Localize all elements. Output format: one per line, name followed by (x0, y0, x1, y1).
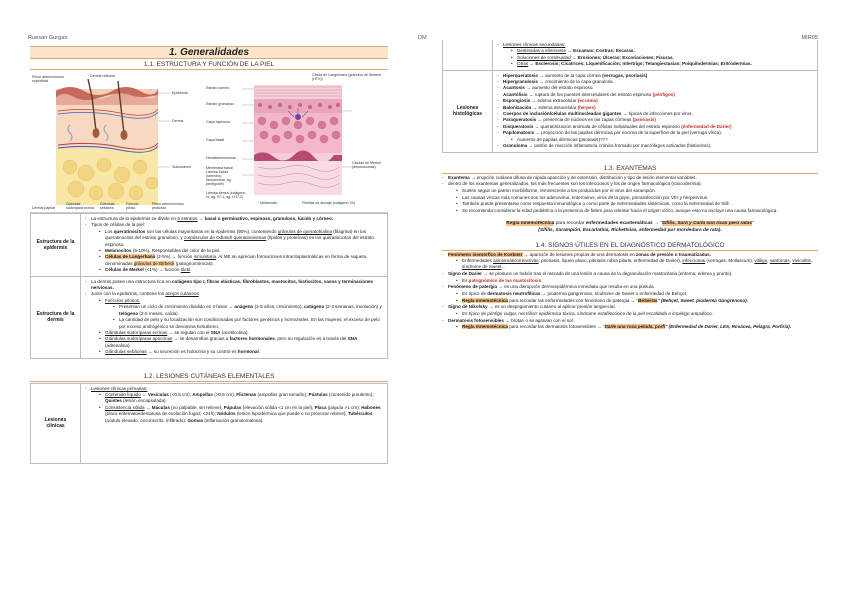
list-item: • Regla mnemotécnica para recordar las enfermedades con fenómeno de patergia → "BeSerGa" (Behçet, Sweet, pioderma Gangrenoso). (456, 298, 818, 304)
signos-content (442, 252, 818, 331)
list-item: - Signo de Darier → se produce un habón tras el rascado de una lesión a causa de la degranulación mastocitaria (eritema, edema y prurito). • Es patognómico de las mastocitosis. (442, 271, 818, 284)
label-fibrillas-anclaje: Fibrillas de anclaje (colágeno VII) (302, 201, 356, 205)
skin-cross-section-figure (30, 71, 202, 212)
list-item: • Es típico de pénfigo vulgar, necrólisis epidérmica tóxica, síndrome estafilocócico de la piel escaldada e impétigo ampolloso. (456, 311, 818, 317)
label-epidermis: Epidermis (172, 91, 188, 95)
row-key-epidermis: Estructura de la epidermis (31, 214, 81, 277)
skin-figure (30, 71, 388, 213)
list-item: • Folículos pilosos. • Presentan un ciclo de crecimiento dividido en 3 fases → anágeno (2-5 años, crecimiento), catágeno (2-3 semanas, involución) y telógeno (2-5 meses, caída). • La cantidad de pelo y su localización son condicionadas por factores genéticos y hormonales. En las mujeres, el exceso de pelo por exceso androgénico se denomina hirsutismo. (99, 298, 383, 330)
table-row (31, 214, 388, 277)
list-item: • Destinadas a eliminarse → Escamas; Costras; Escaras. (511, 48, 813, 54)
row-key-clinicas-cont (443, 40, 493, 70)
clinicas-content (81, 383, 388, 463)
epidermis-content (81, 214, 388, 277)
list-item: - Granuloma → patrón de reacción inflamatoria crónica formado por macrófagos activados (histiocitos). (497, 143, 813, 149)
list-item: - Hipergranulosis → crecimiento de la capa granulosa. (497, 79, 813, 85)
author-name: Ruesan Gurgan (28, 35, 68, 41)
list-item: - La dermis posee una estructura rica en colágeno tipo I, fibras elásticas, fibroblastos, mastocitos, histiocitos, vasos y terminaciones nerviosas. (85, 279, 383, 292)
section-heading-1-4: 1.4. SIGNOS ÚTILES EN EL DIAGNÓSTICO DERMATOLÓGICO (442, 240, 818, 251)
row-key-clinicas: Lesiones clínicas (31, 383, 81, 463)
list-item: - Signo de Nikolsky → es un despegamiento cutáneo al aplicar presión tangencial. • Es típico de pénfigo vulgar, necrólisis epidérmica tóxica, síndrome estafilocócico de la piel escaldada e impétigo ampolloso. (442, 304, 818, 317)
lesions-table (30, 383, 388, 464)
list-item: • Regla mnemotécnica para recordar las dermatosis fotosensibles → "Darle una rosa pelada, porfi" (Enfermedad de Darier, LES, Rosácea, Pelagra, Porfiria). (456, 324, 818, 330)
list-item: • Contenido líquido → Vesículas (<0,5 cm); Ampollas (>0,5 cm); Flictenas (ampollas gran tamaño); Pústulas (contenido purulento); Quistes (lesión encapsulada). (99, 392, 383, 405)
right-column (442, 40, 818, 331)
dermis-content (81, 276, 388, 358)
structure-table (30, 213, 388, 359)
section-heading-1-3: 1.3. EXANTEMAS (442, 163, 818, 174)
list-item: - Papilomatosis → proyección de las papilas dérmicas por encima de la superficie de la piel (verruga vírica). • Aumento de papilas dérmicas (psoriasis)??? (497, 130, 813, 143)
label-estrato-corneo: Estrato córneo (206, 86, 230, 90)
list-item: - Paraqueratosis → presencia de núcleos en las capas córneas (psoriasis) (497, 117, 813, 123)
subject-code: DM (418, 35, 427, 41)
row-key-dermis: Estructura de la dermis (31, 276, 81, 358)
table-row (443, 40, 818, 70)
list-item: • Es patognómico de las mastocitosis. (456, 278, 818, 284)
epidermis-layers-figure (202, 71, 388, 212)
list-item: • Los queratinocitos son las células mayoritarias en la epidermis (90%), conteniendo gránulos de queratohialina (filagrina) en los queratinocitos del estrato granuloso, y corpúsculos de Odland/ queratinosomas (lípidos y proteínas) en los queratinocitos del estrato espinoso. (99, 229, 383, 248)
label-dermis: Dermis (172, 119, 184, 123)
table-row (31, 383, 388, 463)
label-dermis-reticular: Dermis reticular (90, 74, 116, 78)
list-item: - Junto con la epidermis, contiene los anejos cutáneos: • Folículos pilosos. • Presentan un ciclo de crecimiento dividido en 3 fases → anágeno (2-5 años, crecimiento), catágeno (2-3 semanas, involución) y telógeno (2-5 meses, caída). • La cantidad de pelo y su localización son condicionadas por factores genéticos y hormonales. En las mujeres, el exceso de pelo por exceso androgénico se denomina hirsutismo. • Glándulas sudoríparas ecrinas → se regulan con el SNA (acetilcolina). • Glándulas sudoríparas apocrinas → se desarrollan gracias a factores hormonales, pero su regulación es a través del SNA (adrenalina). • Glándulas sebáceas → su secreción es holocrina y su control es hormonal. (85, 291, 383, 355)
list-item: - Acantosis → aumento del estrato espinoso. (497, 85, 813, 91)
list-item: • Células de Langerhans (2-5%) → función inmunitaria. Al ME se aprecian formaciones intracitoplasmáticas en forma de raqueta, denominadas gránulos de Birbeck (patognomónicas). (99, 254, 383, 267)
label-lamina-densa: Lámina densa (colágeno IV, ag. 97-1, ag. LH7-2) (206, 191, 246, 199)
chapter-title: 1. Generalidades (30, 46, 388, 59)
list-item: - Dermatosis fotosensibles → brotan o se agravan con el sol. • Regla mnemotécnica para recordar las dermatosis fotosensibles → "Darle una rosa pelada, porfi" (Enfermedad de Darier, LES, Rosácea, Pelagra, Porfiria). (442, 318, 818, 331)
section-heading-1-2: 1.2. LESIONES CUTÁNEAS ELEMENTALES (30, 371, 388, 382)
left-column (30, 46, 388, 464)
mnemonic-exantemas: Regla mnemotécnica para recordar enfermedades exantemáticas → "Sífilis, Sara y Carla son ricas pero ratas" (Sífilis, Sarampión, Escarlatina, Rickettsias, enfermedad por mordedura de rata). (506, 220, 754, 233)
table-row (31, 276, 388, 358)
list-item: • La cantidad de pelo y su localización son condicionadas por factores genéticos y hormonales. En las mujeres, el exceso de pelo por exceso androgénico se denomina hirsutismo. (113, 317, 383, 330)
list-item: • Enfermedades asintomático/reactivas: psoriasis, liquen plano, pitiriasis rubra pilaris, enfermedad de Darier), infecciosas (verrugas, Molluscum), vitiligo, xantomas, vasculitis, síndrome de Sweet... (456, 258, 818, 271)
list-item: • Soluciones de continuidad → Erosiones; Úlceras; Excoriaciones; Fisuras. (511, 55, 813, 61)
list-item: • Células de Merkel (<1%) → función táctil. (99, 267, 383, 273)
label-estrato-granuloso: Estrato granuloso (206, 102, 235, 106)
list-item: • Glándulas sebáceas → su secreción es holocrina y su control es hormonal. (99, 349, 383, 355)
label-capa-espinosa: Capa espinosa (206, 120, 230, 124)
course-code: MIR05 (801, 35, 818, 41)
list-item: - Lesiones clínicas secundarias: • Destinadas a eliminarse → Escamas; Costras; Escaras. • Soluciones de continuidad → Erosiones; Úlceras; Excoriaciones; Fisuras. • Otras → Esclerosis; Cicatrices; Liquenificación; Intertrigo; Telangiectasias; Poiquilodermias; Eritrodermias. (497, 42, 813, 68)
label-capa-basal: Capa basal (206, 138, 225, 142)
lesions-table-continued (442, 40, 818, 153)
label-subcutaneo: Subcutáneo (172, 165, 192, 169)
label-merkel: Células de Merkel (desmosomas) (352, 161, 381, 169)
label-hemidesmosomas: Hemidesmosomas (206, 156, 236, 160)
list-item: • Aumento de papilas dérmicas (psoriasis)??? (511, 137, 813, 143)
list-item: - Cuerpos de inclusión/células multinucleadas gigantes → típicas de infecciones por virus. (497, 111, 813, 117)
label-plexo-profundo: Plexo arteriovenoso profundo (152, 202, 184, 210)
list-item: • Consistencia sólida → Máculas (no palpable, sin relieve); Pápulas (elevación sólida <1 cm en la piel); Placa (pápula >1 cm); Habones (placa eritematoedematosa de evolución fugaz, <24h); Nódulos (lesión hipodérmica que puede o no provocar relieve); Tubérculos (nódulo elevado, circunscrito, infiltrado); Gomas (inflamación granulomatosa). (99, 405, 383, 424)
label-glandula-ecrina: Glándula sudorípara ecrina (66, 202, 94, 210)
list-item: - Lesiones clínicas primarias: • Contenido líquido → Vesículas (<0,5 cm); Ampollas (>0,5 cm); Flictenas (ampollas gran tamaño); Pústulas (contenido purulento); Quistes (lesión encapsulada). • Consistencia sólida → Máculas (no palpable, sin relieve); Pápulas (elevación sólida <1 cm en la piel); Placa (pápula >1 cm); Habones (placa eritematoedematosa de evolución fugaz, <24h); Nódulos (lesión hipodérmica que puede o no provocar relieve); Tubérculos (nódulo elevado, circunscrito, infiltrado); Gomas (inflamación granulomatosa). (85, 386, 383, 424)
row-key-histologicas: Lesiones histológicas (443, 70, 493, 152)
list-item: • También puede presentarse como respuesta inmunológica o como parte de enfermedades sistémicas, como la enfermedad de Still. (456, 201, 818, 207)
label-langerhans: Célula de Langerhans (gránulos de Birbeck (HTX)) (312, 73, 382, 81)
list-item: - dentro de los exantemas generalizados, los más frecuentes son los infecciosos y los de origen farmacológico (toxicodermia). • Suelen seguir un patrón morbiliforme, reminiscente a los producidos por el virus del sarampión. • Las causas víricas más comunes son los adenovirus, enterovirus, virus de la gripe, primoinfección por VIH y herpesvirus. • También puede presentarse como respuesta inmunológica o como parte de enfermedades sistémicas, como la enfermedad de Still. • Se recomienda considerar la edad pediátrica o la presencia de fiebre para orientar hacia el origen vírico, aunque esto no excluye una causa farmacológica. (442, 181, 818, 214)
list-item: - Hiperqueratosis → aumento de la capa córnea (verrugas, psoriasis) (497, 73, 813, 79)
list-item: • Glándulas sudoríparas ecrinas → se regulan con el SNA (acetilcolina). (99, 330, 383, 336)
list-item: • Las causas víricas más comunes son los adenovirus, enterovirus, virus de la gripe, primoinfección por VIH y herpesvirus. (456, 195, 818, 201)
list-item: - Balonización → edema intracelular (herpes) (497, 105, 813, 111)
list-item: - Tipos de células de la piel: • Los queratinocitos son las células mayoritarias en la epidermis (90%), conteniendo gránulos de queratohialina (filagrina) en los queratinocitos del estrato granuloso, y corpúsculos de Odland/ queratinosomas (lípidos y proteínas) en los queratinocitos del estrato espinoso. • Melanocitos (5-10%). Responsables del color de la piel. • Células de Langerhans (2-5%) → función inmunitaria. Al ME se aprecian formaciones intracitoplasmáticas en forma de raqueta, denominadas gránulos de Birbeck (patognomónicas). • Células de Merkel (<1%) → función táctil. (85, 222, 383, 273)
list-item: • Melanocitos (5-10%). Responsables del color de la piel. (99, 248, 383, 254)
table-row (443, 70, 818, 152)
list-item: • Se recomienda considerar la edad pediátrica o la presencia de fiebre para orientar hacia el origen vírico, aunque esto no excluye una causa farmacológica. (456, 208, 818, 214)
list-item: • Presentan un ciclo de crecimiento dividido en 3 fases → anágeno (2-5 años, crecimiento), catágeno (2-3 semanas, involución) y telógeno (2-5 meses, caída). (113, 304, 383, 317)
exantemas-content (442, 175, 818, 215)
section-heading-1-1: 1.1. ESTRUCTURA Y FUNCIÓN DE LA PIEL (30, 59, 388, 70)
list-item: - Exantema → erupción cutánea difusa de rápida aparición y de extensión, distribución y tipo de lesión elemental variables. (442, 175, 818, 181)
label-plexo-superficial: Plexo arteriovenoso superficial (32, 75, 64, 83)
label-membrana-basal: Membrana basal Lámina lúcida (laminina, fibronectina, ag. penfigoide) (206, 166, 233, 186)
list-item: • Suelen seguir un patrón morbiliforme, reminiscente a los producidos por el virus del sarampión. (456, 188, 818, 194)
label-dermis-papilar: Dermis papilar (32, 206, 56, 210)
list-item: - Disqueratosis → queratinización anómala de células individuales del estrato espinoso (enfermedad de Darier) (497, 124, 813, 130)
label-glandula-sebacea: Glándula sebácea (100, 202, 115, 210)
list-item: - Espongiosis → edema extracelular (eccema) (497, 98, 813, 104)
list-item: • Es típico de dermatosis neutrofílicas → pioderma gangrenoso, síndrome de Sweet o enfermedad de Behçet. (456, 291, 818, 297)
list-item: • Otras → Esclerosis; Cicatrices; Liquenificación; Intertrigo; Telangiectasias; Poiquilodermias; Eritrodermias. (511, 61, 813, 67)
histologic-lesions-content (493, 70, 818, 152)
list-item: - Fenómeno isomórfico de Koebner → aparición de lesiones propias de una dermatosis en zonas de presión o traumatizadas. • Enfermedades asintomático/reactivas: psoriasis, liquen plano, pitiriasis rubra pilaris, enfermedad de Darier), infecciosas (verrugas, Molluscum), vitiligo, xantomas, vasculitis, síndrome de Sweet... (442, 252, 818, 271)
secondary-lesions-content (493, 40, 818, 70)
label-melanocito: Melanocito (260, 201, 278, 205)
list-item: - Fenómeno de patergia → es una disrupción dermoepidérmica inmediata que resulta en una pústula. • Es típico de dermatosis neutrofílicas → pioderma gangrenoso, síndrome de Sweet o enfermedad de Behçet. • Regla mnemotécnica para recordar las enfermedades con fenómeno de patergia → "BeSerGa" (Behçet, Sweet, pioderma Gangrenoso). (442, 284, 818, 304)
list-item: • Glándulas sudoríparas apocrinas → se desarrollan gracias a factores hormonales, pero su regulación es a través del SNA (adrenalina). (99, 336, 383, 349)
list-item: - La estructura de la epidermis se divide en 5 estratos → basal o germinativo, espinoso, granuloso, lúcido y córneo. (85, 216, 383, 222)
label-foliculo-piloso: Folículo piloso (126, 202, 139, 210)
list-item: - Acantólisis → ruptura de los puentes intercelulares del estrato espinoso (pénfigos) (497, 92, 813, 98)
